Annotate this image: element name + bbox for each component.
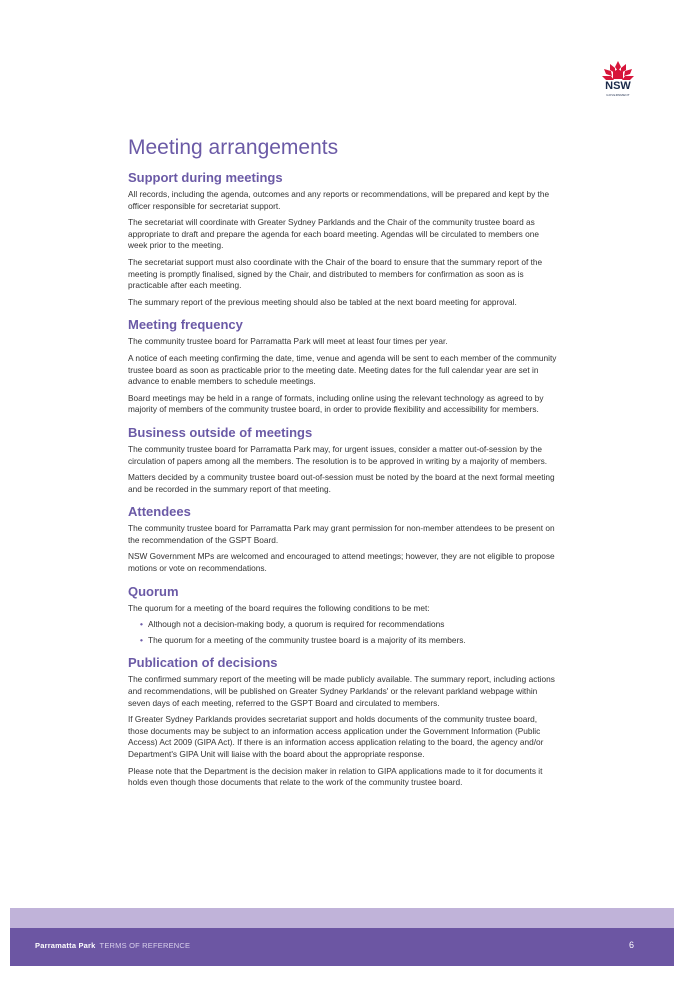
bullet-icon: • (140, 634, 143, 645)
paragraph: The community trustee board for Parramatta Park may grant permission for non-member attendees to be present on the recommendation of the GSPT Board. (128, 523, 555, 545)
paragraph: Matters decided by a community trustee board out-of-session must be noted by the board at the next formal meeting and be recorded in the summary report of that meeting. (128, 472, 555, 494)
paragraph: NSW Government MPs are welcomed and encouraged to attend meetings; however, they are not eligible to propose motions or vote on recommendations. (128, 551, 555, 574)
section-heading: Attendees (128, 504, 191, 520)
page-title: Meeting arrangements (128, 136, 339, 159)
paragraph: The summary report of the previous meeting should also be tabled at the next board meeting for approval. (128, 296, 517, 307)
section-heading: Publication of decisions (128, 655, 278, 671)
list-item-text: Although not a decision-making body, a quorum is required for recommendations (148, 619, 445, 630)
footer-accent-band (10, 908, 674, 928)
list-item-text: The quorum for a meeting of the community trustee board is a majority of its members. (148, 634, 466, 645)
page-footer (10, 928, 674, 966)
paragraph: Please note that the Department is the decision maker in relation to GIPA applications made to it for documents it holds even though those documents that relate to the work of the community trustee board. (128, 765, 543, 788)
paragraph: The community trustee board for Parramatta Park may, for urgent issues, consider a matter out-of-session by the circulation of papers among all the members. The resolution is to be approved in writing by a majority of members. (128, 443, 548, 466)
paragraph: If Greater Sydney Parklands provides secretariat support and holds documents of the community trustee board, those documents may be subject to an information access application under the Government Information (Public Access) Act 2009 (GIPA Act). If there is an information access application relating to the board, the agency and/or Department's GIPA Unit will liaise with the board about the appropriate response. (128, 714, 544, 759)
section-attendees (128, 504, 558, 574)
section-meeting-frequency (128, 317, 558, 416)
paragraph: All records, including the agenda, outcomes and any reports or recommendations, will be prepared and kept by the officer responsible for secretariat support. (128, 189, 550, 211)
document-body (128, 136, 558, 798)
section-quorum (128, 584, 558, 647)
paragraph: The secretariat support must also coordinate with the Chair of the board to ensure that the summary report of the meeting is promptly finalised, signed by the Chair, and distributed to members for confirmation as soon as is practicable after each meeting. (128, 256, 543, 291)
paragraph: The community trustee board for Parramatta Park will meet at least four times per year. (128, 336, 448, 347)
footer-park-name: Parramatta Park (35, 941, 96, 950)
section-heading: Support during meetings (128, 170, 283, 185)
logo-wordmark: NSW (605, 80, 631, 92)
paragraph: A notice of each meeting confirming the date, time, venue and agenda will be sent to each member of the community trustee board as soon as practicable prior to the meeting date. Meeting dates for the full calendar year are set in advance to enable members to schedule meetings. (128, 352, 557, 387)
paragraph: Board meetings may be held in a range of formats, including online using the relevant technology as agreed to by majority of members of the community trustee board, in order to provide flexibility and accessibility for members. (128, 392, 544, 415)
bullet-icon: • (140, 619, 143, 630)
list-item (140, 635, 558, 647)
logo-subtext: GOVERNMENT (606, 93, 630, 97)
list-item (140, 619, 558, 631)
paragraph: The quorum for a meeting of the board requires the following conditions to be met: (128, 602, 430, 613)
paragraph: The secretariat will coordinate with Greater Sydney Parklands and the Chair of the community trustee board as appropriate to draft and prepare the agenda for each board meeting. Agendas will be circulated to members one week prior to the meeting. (128, 217, 539, 251)
section-heading: Meeting frequency (128, 317, 243, 333)
page-number: 6 (628, 940, 634, 950)
bullet-list (128, 619, 558, 646)
section-heading: Business outside of meetings (128, 424, 313, 440)
footer-title (35, 941, 190, 950)
waratah-icon (598, 60, 638, 82)
section-publication-of-decisions (128, 655, 558, 788)
section-heading: Quorum (128, 583, 179, 599)
section-support-during-meetings (128, 170, 558, 308)
section-business-outside-meetings (128, 425, 558, 495)
footer-doc-type: TERMS OF REFERENCE (99, 941, 191, 950)
paragraph: The confirmed summary report of the meeting will be made publicly available. The summary report, including actions and recommendations, will be published on Greater Sydney Parklands' or the relevant parkland webpage within seven days of each meeting, referred to the GSPT Board and circulated to members. (128, 674, 555, 708)
